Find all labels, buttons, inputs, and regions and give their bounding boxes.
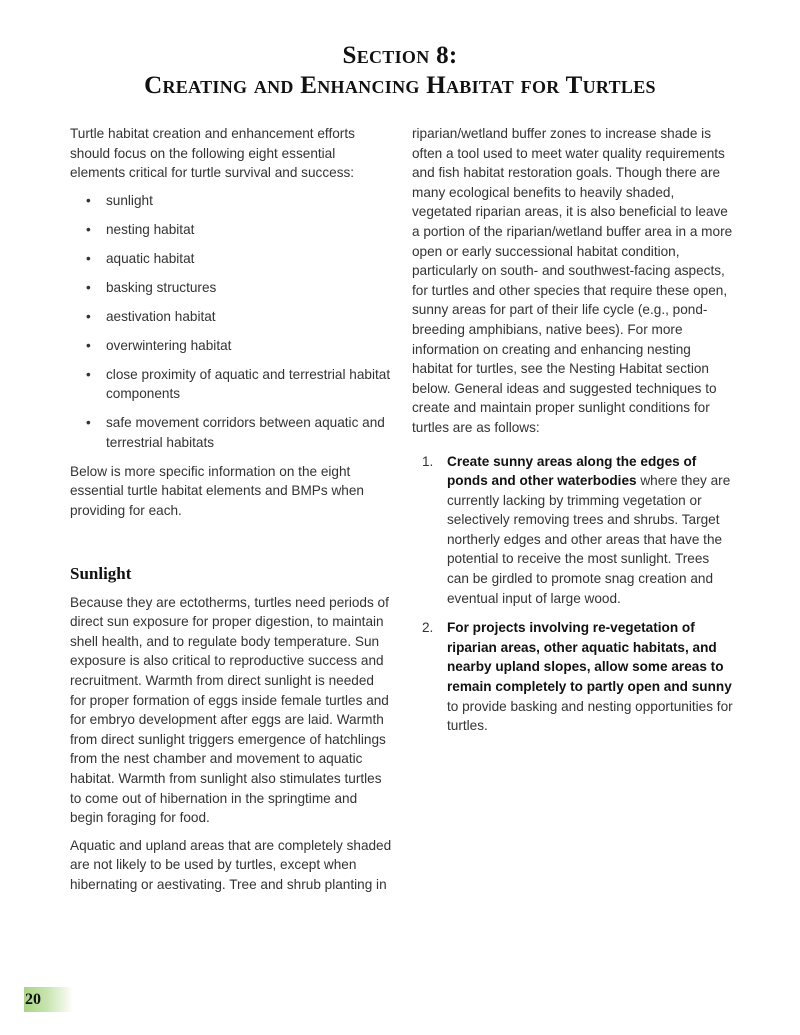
list-item — [70, 220, 392, 240]
list-item-text: nesting habitat — [106, 221, 195, 237]
habitat-elements-list — [70, 191, 392, 453]
technique-text: to provide basking and nesting opportunities for turtles. — [447, 698, 733, 734]
bullet-icon: • — [86, 250, 91, 266]
section-title — [0, 41, 800, 101]
page-number: 20 — [24, 987, 73, 1012]
list-item — [70, 191, 392, 211]
right-column — [412, 124, 734, 746]
page-title: Creating and Enhancing Habitat for Turtles — [144, 72, 656, 99]
list-item — [70, 336, 392, 356]
technique-bold-lead: For projects involving re-vegetation of riparian areas, other aquatic habitats, and nearby upland slopes, allow some areas to remain completely to partly open and sunny — [447, 620, 732, 695]
list-item-text: safe movement corridors between aquatic and terrestrial habitats — [106, 415, 385, 450]
bullet-icon: • — [86, 192, 91, 208]
list-item-text: sunlight — [106, 192, 153, 208]
technique-item — [412, 452, 734, 609]
sunlight-heading: Sunlight — [70, 563, 132, 583]
list-item — [70, 307, 392, 327]
sunlight-paragraph-2: Aquatic and upland areas that are completely shaded are not likely to be used by turtles, except when hibernating or aestivating. Tree and shrub planting in — [70, 837, 392, 892]
list-item — [70, 278, 392, 298]
item-number: 1. — [422, 453, 434, 469]
outro-paragraph: Below is more specific information on the eight essential turtle habitat elements and BMPs when providing for each. — [70, 463, 364, 519]
bullet-icon: • — [86, 221, 91, 237]
intro-paragraph: Turtle habitat creation and enhancement efforts should focus on the following eight essential elements critical for turtle survival and success: — [70, 126, 355, 181]
sunlight-paragraph-1: Because they are ectotherms, turtles need periods of direct sun exposure for proper digestion, to maintain shell health, and to regulate body temperature. Sun exposure is also critical to reproductive success and recruitment. Warmth from direct sunlight is needed for proper formation of eggs inside female turtles and for embryo development after eggs are laid. Warmth from direct sunlight triggers emergence of hatchlings from the nest chamber and movement to aquatic habitat. Warmth from sunlight also stimulates turtles to come out of hibernation in the springtime and begin foraging for food. — [70, 594, 389, 826]
technique-bold-lead: Create sunny areas along the edges of ponds and other waterbodies — [447, 453, 697, 489]
techniques-list — [412, 452, 734, 736]
bullet-icon: • — [86, 415, 91, 431]
list-item-text: overwintering habitat — [106, 337, 232, 353]
left-column — [70, 124, 392, 903]
continuation-paragraph: riparian/wetland buffer zones to increase shade is often a tool used to meet water quality requirements and fish habitat restoration goals. Though there are many ecological benefits to heavily shaded, vegetated riparian areas, it is also beneficial to leave a portion of the riparian/wetland buffer area in a more open or early successional habitat condition, particularly on south- and southwest-facing aspects, for turtles and other species that require these open, sunny areas for part of their life cycle (e.g., pond-breeding amphibians, native bees). For more information on creating and enhancing nesting habitat for turtles, see the Nesting Habitat section below. General ideas and suggested techniques to create and maintain proper sunlight conditions for turtles are as follows: — [412, 126, 733, 435]
item-number: 2. — [422, 620, 434, 636]
bullet-icon: • — [86, 337, 91, 353]
technique-item — [412, 618, 734, 736]
list-item-text: basking structures — [106, 279, 217, 295]
section-label: Section 8: — [342, 42, 458, 69]
list-item — [70, 249, 392, 269]
list-item-text: aestivation habitat — [106, 308, 216, 324]
technique-text: where they are currently lacking by trimming vegetation or selectively removing trees and shrubs. Target northerly edges and other areas that have the potential to receive the most sunlight. Trees can be girdled to promote snag creation and eventual input of large wood. — [447, 473, 731, 606]
list-item-text: aquatic habitat — [106, 250, 195, 266]
bullet-icon: • — [86, 279, 91, 295]
list-item-text: close proximity of aquatic and terrestrial habitat components — [106, 366, 391, 402]
bullet-icon: • — [86, 366, 91, 382]
bullet-icon: • — [86, 308, 91, 324]
list-item — [70, 365, 392, 404]
list-item — [70, 413, 392, 452]
